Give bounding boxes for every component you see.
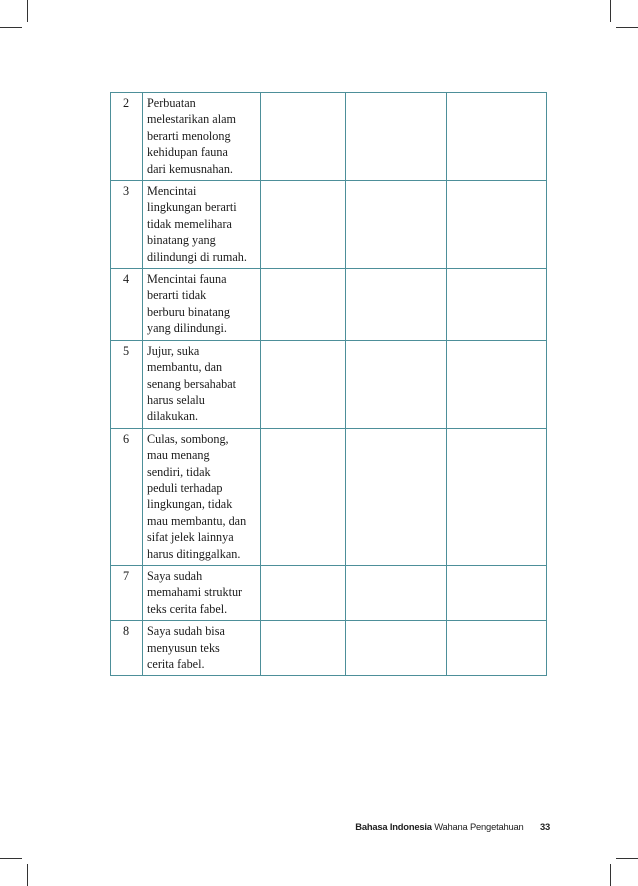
answer-cell[interactable]: [346, 269, 447, 341]
answer-cell[interactable]: [447, 621, 547, 676]
answer-cell[interactable]: [261, 621, 346, 676]
statement-line: dilakukan.: [147, 409, 199, 424]
table-row: [111, 269, 547, 341]
row-number: 2: [111, 93, 143, 181]
table-row: [111, 340, 547, 428]
row-number: 8: [111, 621, 143, 676]
page-number: 33: [539, 821, 550, 832]
answer-cell[interactable]: [346, 428, 447, 565]
statement-line: Culas, sombong,: [147, 431, 229, 446]
crop-mark: [610, 0, 611, 22]
statement-line: dilindungi di rumah.: [147, 249, 247, 264]
statement-line: Mencintai: [147, 184, 197, 199]
row-number: 4: [111, 269, 143, 341]
statement-line: berarti menolong: [147, 128, 231, 143]
book-subtitle: Wahana Pengetahuan: [434, 821, 524, 832]
row-number: 7: [111, 565, 143, 620]
row-statement: [143, 428, 261, 565]
statement-line: kehidupan fauna: [147, 145, 228, 160]
answer-cell[interactable]: [261, 93, 346, 181]
crop-mark: [616, 27, 638, 28]
crop-mark: [610, 864, 611, 886]
row-number: 6: [111, 428, 143, 565]
assessment-table: [110, 92, 547, 676]
answer-cell[interactable]: [346, 340, 447, 428]
statement-line: memahami struktur: [147, 585, 243, 600]
statement-line: harus selalu: [147, 392, 205, 407]
statement-line: tidak memelihara: [147, 216, 232, 231]
statement-line: Jujur, suka: [147, 343, 200, 358]
statement-line: berburu binatang: [147, 304, 230, 319]
answer-cell[interactable]: [261, 269, 346, 341]
answer-cell[interactable]: [346, 565, 447, 620]
statement-line: berarti tidak: [147, 288, 207, 303]
crop-mark: [27, 864, 28, 886]
answer-cell[interactable]: [346, 93, 447, 181]
statement-line: lingkungan, tidak: [147, 497, 233, 512]
crop-mark: [0, 858, 22, 859]
statement-line: mau membantu, dan: [147, 513, 247, 528]
answer-cell[interactable]: [261, 340, 346, 428]
table-row: [111, 93, 547, 181]
answer-cell[interactable]: [261, 181, 346, 269]
answer-cell[interactable]: [447, 340, 547, 428]
book-title: Bahasa Indonesia: [355, 821, 432, 832]
crop-mark: [27, 0, 28, 22]
statement-line: teks cerita fabel.: [147, 601, 228, 616]
row-statement: [143, 621, 261, 676]
answer-cell[interactable]: [447, 565, 547, 620]
row-statement: [143, 340, 261, 428]
statement-line: harus ditinggalkan.: [147, 546, 241, 561]
statement-line: Saya sudah bisa: [147, 624, 225, 639]
statement-line: senang bersahabat: [147, 376, 236, 391]
statement-line: Saya sudah: [147, 568, 203, 583]
answer-cell[interactable]: [447, 428, 547, 565]
answer-cell[interactable]: [447, 269, 547, 341]
row-statement: [143, 269, 261, 341]
answer-cell[interactable]: [346, 181, 447, 269]
row-number: 3: [111, 181, 143, 269]
row-statement: [143, 565, 261, 620]
statement-line: cerita fabel.: [147, 657, 205, 671]
answer-cell[interactable]: [346, 621, 447, 676]
crop-mark: [616, 858, 638, 859]
statement-line: menyusun teks: [147, 640, 220, 655]
statement-line: yang dilindungi.: [147, 321, 227, 336]
row-statement: [143, 181, 261, 269]
answer-cell[interactable]: [447, 181, 547, 269]
crop-mark: [0, 27, 22, 28]
statement-line: peduli terhadap: [147, 480, 223, 495]
statement-line: binatang yang: [147, 233, 216, 248]
table-row: [111, 428, 547, 565]
statement-line: sifat jelek lainnya: [147, 530, 234, 545]
statement-line: melestarikan alam: [147, 112, 236, 127]
table-row: [111, 181, 547, 269]
answer-cell[interactable]: [447, 93, 547, 181]
page-footer: [355, 821, 550, 832]
statement-line: mau menang: [147, 448, 210, 463]
answer-cell[interactable]: [261, 565, 346, 620]
statement-line: membantu, dan: [147, 360, 223, 375]
statement-line: Perbuatan: [147, 96, 196, 110]
row-number: 5: [111, 340, 143, 428]
answer-cell[interactable]: [261, 428, 346, 565]
statement-line: lingkungan berarti: [147, 200, 237, 215]
statement-line: dari kemusnahan.: [147, 161, 233, 176]
statement-line: sendiri, tidak: [147, 464, 211, 479]
table-row: [111, 565, 547, 620]
statement-line: Mencintai fauna: [147, 272, 227, 287]
row-statement: [143, 93, 261, 181]
table-row: [111, 621, 547, 676]
